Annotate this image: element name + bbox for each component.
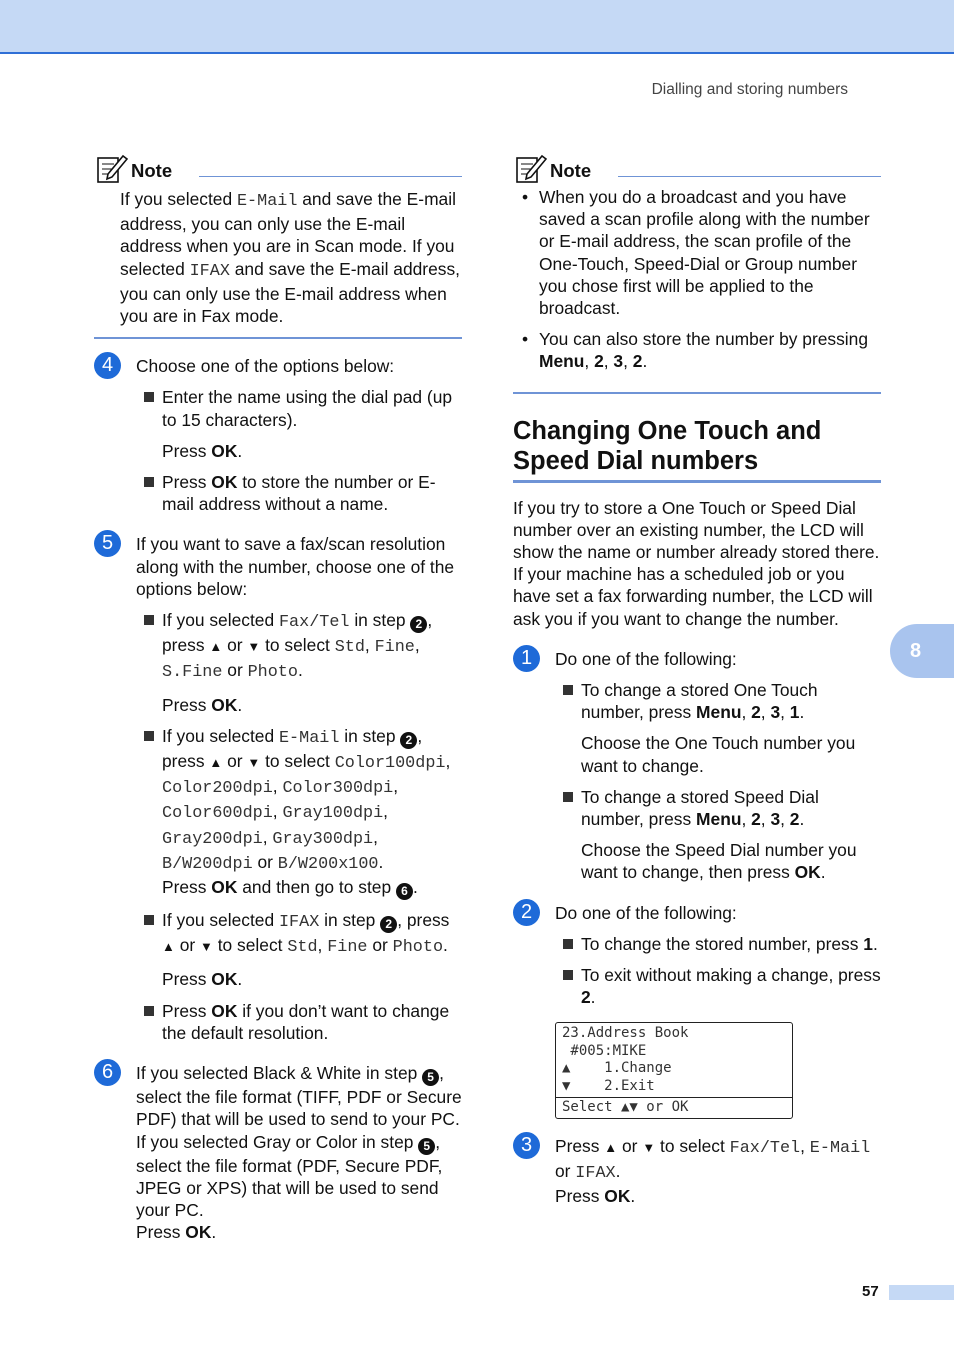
step-text: If you want to save a fax/scan resolution along with the number, choose one of the options below:	[136, 534, 455, 599]
right-step-3: 3 Press ▲ or ▼ to select Fax/Tel, E-Mail or IFAX. Press OK.	[513, 1135, 881, 1208]
page-number-bar	[889, 1285, 954, 1300]
note-bullet: • When you do a broadcast and you have saved a scan profile along with the number or E-mail address, the scan profile of the One-Touch, Speed-Dial or Group number you chose first will be applied to the broadcast.	[539, 186, 881, 319]
note-pencil-icon	[96, 152, 128, 184]
step-ref-badge: 5	[422, 1069, 439, 1086]
note-text: If you selected E-Mail and save the E-mail address, you can only use the E-mail address when you are in Scan mode. If you selected IFAX and save the E-mail address, you can only use the E-mail address when you are in Fax mode.	[120, 189, 460, 327]
step-number-badge: 3	[513, 1132, 540, 1159]
option-item: To change a stored Speed Dial number, press Menu, 2, 3, 2. Choose the Speed Dial number you want to change, then press OK.	[555, 786, 881, 884]
note-header	[513, 150, 881, 186]
step-ref-badge: 2	[410, 616, 427, 633]
note-rule	[199, 176, 462, 177]
step-ref-badge: 2	[400, 732, 417, 749]
option-item: To exit without making a change, press 2.	[555, 964, 881, 1008]
up-arrow-icon: ▲	[209, 639, 223, 655]
lcd-line: #005:MIKE	[562, 1042, 647, 1059]
note-title: Note	[131, 160, 173, 181]
option-item: To change the stored number, press 1.	[555, 933, 881, 955]
down-arrow-icon: ▼	[200, 939, 213, 955]
note-bullet: • You can also store the number by pressing Menu, 2, 3, 2.	[539, 328, 881, 372]
lcd-screen	[555, 1022, 793, 1119]
step-4	[94, 355, 462, 515]
option-item: If you selected E-Mail in step 2 , press ▲ or ▼ to select Color100dpi, Color200dpi, Color300dpi, Color600dpi, Gray100dpi, Gray200dpi, Gray300dpi, B/W200dpi or B/W200x100. Press OK and then go to step 6 .	[136, 725, 462, 900]
step-number-badge: 4	[94, 352, 121, 379]
down-arrow-icon: ▼	[642, 1139, 656, 1155]
step-text: If you selected Black & White in step 5 , select the file format (TIFF, PDF or Secure PDF) that will be used to send to your PC. If you selected Gray or Color in step 5 , select the file format (PDF, Secure PDF, JPEG or XPS) that will be used to send your PC.	[136, 1063, 462, 1220]
page-number: 57	[862, 1283, 879, 1300]
up-arrow-icon: ▲	[162, 939, 175, 955]
step-ref-badge: 6	[396, 883, 413, 900]
top-banner	[0, 0, 954, 54]
down-arrow-icon: ▼	[247, 755, 261, 771]
note-header	[94, 150, 462, 186]
step-number-badge: 1	[513, 645, 540, 672]
chapter-tab: 8	[890, 624, 954, 678]
right-step-1	[513, 648, 881, 884]
note-title: Note	[550, 160, 592, 181]
option-item: Press OK if you don’t want to change the default resolution.	[136, 1000, 462, 1044]
left-column	[94, 150, 462, 1243]
note-rule	[618, 176, 881, 177]
option-item: To change a stored One Touch number, press Menu, 2, 3, 1. Choose the One Touch number you want to change.	[555, 679, 881, 777]
note-body	[94, 188, 462, 339]
section-title: Changing One Touch and Speed Dial numbers	[513, 416, 822, 475]
up-arrow-icon: ▲	[604, 1139, 618, 1155]
note-pencil-icon	[515, 152, 547, 184]
step-number-badge: 5	[94, 530, 121, 557]
option-item: If you selected Fax/Tel in step 2 , press ▲ or ▼ to select Std, Fine, S.Fine or Photo. Press OK.	[136, 609, 462, 716]
right-step-2	[513, 902, 881, 1009]
step-text: Do one of the following:	[555, 648, 737, 669]
option-item: If you selected IFAX in step 2 , press ▲ or ▼ to select Std, Fine or Photo. Press OK.	[136, 909, 462, 991]
step-5	[94, 533, 462, 1044]
down-arrow-icon: ▼	[247, 639, 261, 655]
option-item: Enter the name using the dial pad (up to 15 characters). Press OK.	[136, 386, 462, 462]
up-arrow-icon: ▲	[209, 755, 223, 771]
lcd-line: ▲ 1.Change	[562, 1060, 672, 1077]
option-item: Press OK to store the number or E-mail address without a name.	[136, 471, 462, 515]
section-rule	[513, 480, 881, 483]
step-number-badge: 2	[513, 899, 540, 926]
step-text: Press ▲ or ▼ to select Fax/Tel, E-Mail or IFAX.	[555, 1135, 871, 1184]
running-header: Dialling and storing numbers	[651, 81, 848, 98]
step-ref-badge: 2	[380, 916, 397, 933]
note-bullet-list	[513, 186, 881, 394]
lcd-footer: Select ▲▼ or OK	[556, 1097, 792, 1118]
step-number-badge: 6	[94, 1059, 121, 1086]
step-6: 6 If you selected Black & White in step 5 , select the file format (TIFF, PDF or Secure PDF) that will be used to send to your PC. If you selected Gray or Color in step 5 , select the file format (PDF, Secure PDF, JPEG or XPS) that will be used to send your PC. Press OK.	[94, 1062, 462, 1243]
lcd-line: ▼ 2.Exit	[562, 1077, 655, 1094]
step-text: Do one of the following:	[555, 902, 737, 923]
section-intro: If you try to store a One Touch or Speed Dial number over an existing number, the LCD will show the name or number already stored there. If your machine has a scheduled job or you have set a fax forwarding number, the LCD will ask you if you want to change the number.	[513, 497, 880, 629]
right-column	[513, 150, 881, 1208]
step-text: Choose one of the options below:	[136, 356, 395, 377]
lcd-line: 23.Address Book	[562, 1025, 689, 1042]
step-ref-badge: 5	[418, 1138, 435, 1155]
